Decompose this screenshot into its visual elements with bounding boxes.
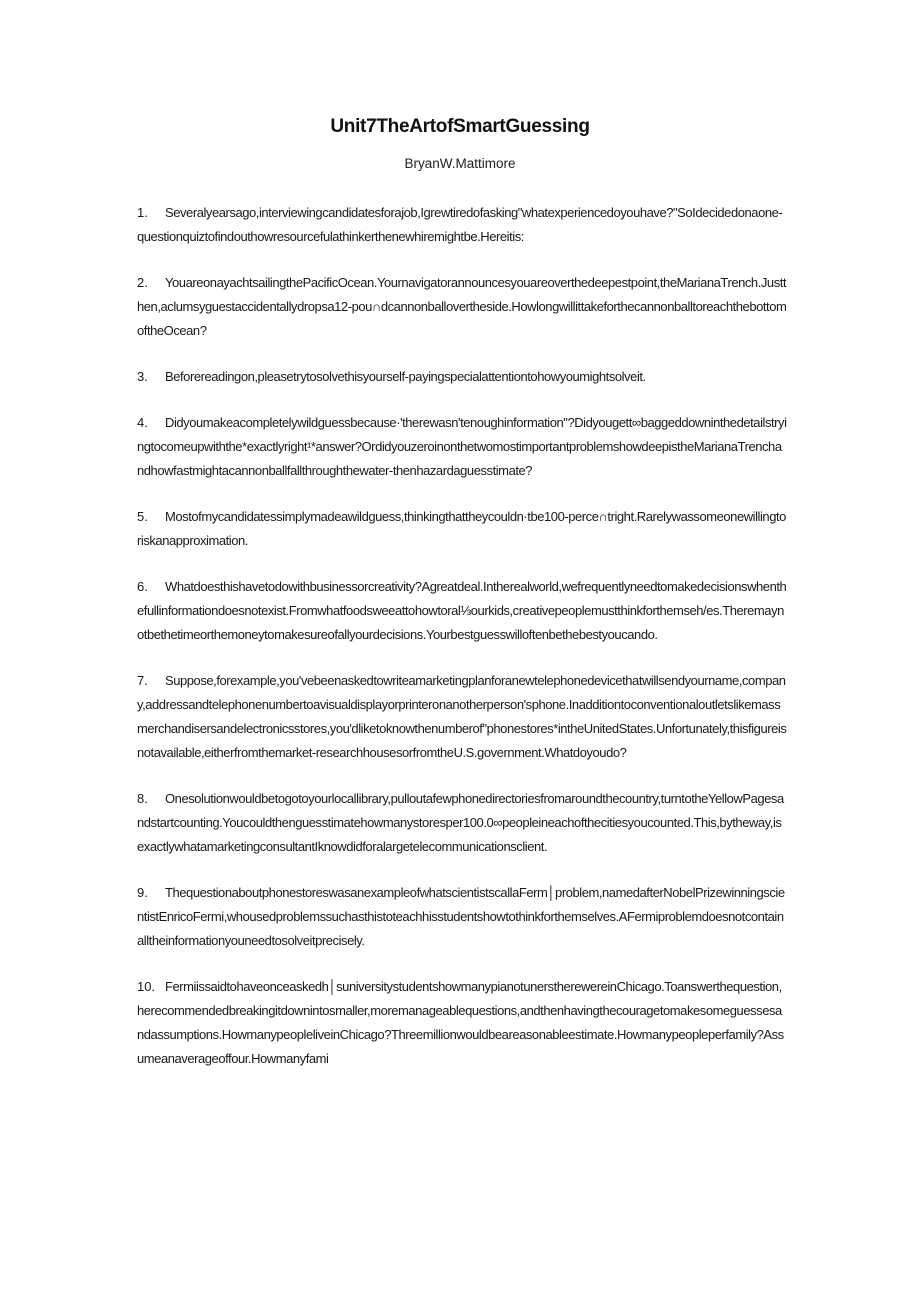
paragraph-text: ThequestionaboutphonestoreswasanexampleofwhatscientistscallaFerm│problem,namedafterNobelPrizewinningscientistEnricoFermi,whousedproblemssuchasthistoteachhisstudentshowtothinkforthemselves.AFermiproblemdoesnotcontainalltheinformationyouneedtosolveitprecisely.	[137, 885, 785, 948]
document-author: BryanW.Mattimore	[404, 156, 516, 171]
paragraph-number: 3.	[137, 369, 148, 384]
paragraph-text: Mostofmycandidatessimplymadeawildguess,thinkingthattheycouldn·tbe100-perce∩tright.Rarelywassomeonewillingtoriskanapproximation.	[137, 509, 786, 548]
paragraph-4	[137, 411, 787, 483]
paragraph-9	[137, 881, 787, 953]
document-body	[137, 201, 787, 1071]
paragraph-number: 8.	[137, 791, 148, 806]
paragraph-8	[137, 787, 787, 859]
paragraph-1	[137, 201, 787, 249]
paragraph-number: 6.	[137, 579, 148, 594]
paragraph-text: Suppose,forexample,you'vebeenaskedtowriteamarketingplanforanewtelephonedevicethatwillsendyourname,company,addressandtelephonenumbertoavisualdisplayorprinteronanotherperson'sphone.Inadditiontoconventionaloutletslikemassmerchandisersandelectronicsstores,you'dliketoknowthenumberof"phonestores*intheUnitedStates.Unfortunately,thisfigureisnotavailable,eitherfromthemarket-researchhousesorfromtheU.S.government.Whatdoyoudo?	[137, 673, 787, 760]
paragraph-text: Severalyearsago,interviewingcandidatesforajob,Igrewtiredofasking"whatexperiencedoyouhave?"SoIdecidedonaone-questionquiztofindouthowresourcefulathinkerthenewhiremightbe.Hereitis:	[137, 205, 783, 244]
paragraph-number: 4.	[137, 415, 148, 430]
paragraph-number: 5.	[137, 509, 148, 524]
paragraph-number: 7.	[137, 673, 148, 688]
paragraph-2	[137, 271, 787, 343]
paragraph-number: 2.	[137, 275, 148, 290]
paragraph-number: 10.	[137, 979, 156, 994]
paragraph-text: Fermiissaidtohaveonceaskedh│suniversitystudentshowmanypianotunerstherewereinChicago.Toanswerthequestion,herecommendedbreakingitdownintosmaller,moremanageablequestions,andthenhavingthecouragetomakesomeguessesandassumptions.HowmanypeopleliveinChicago?Threemillionwouldbeareasonableestimate.Howmanypeopleperfamily?Assumeanaverageoffour.Howmanyfami	[137, 979, 784, 1066]
paragraph-10	[137, 975, 787, 1071]
document-title: Unit7TheArtofSmartGuessing	[330, 116, 590, 137]
paragraph-number: 9.	[137, 885, 148, 900]
paragraph-text: Onesolutionwouldbetogotoyourlocallibrary,pulloutafewphonedirectoriesfromaroundthecountry,turntotheYellowPagesandstartcounting.Youcouldthenguesstimatehowmanystoresper100.0∞peopleineachofthecitiesyoucounted.This,bytheway,isexactlywhatamarketingconsultantIknowdidforalargetelecommunicationsclient.	[137, 791, 784, 854]
paragraph-7	[137, 669, 787, 765]
paragraph-text: Beforereadingon,pleasetrytosolvethisyourself-payingspecialattentiontohowyoumightsolveit.	[165, 369, 646, 384]
paragraph-text: YouareonayachtsailingthePacificOcean.Yournavigatorannouncesyouareoverthedeepestpoint,theMarianaTrench.Justthen,aclumsyguestaccidentallydropsa12-pou∩dcannonballovertheside.HowlongwillittakeforthecannonballtoreachthebottomoftheOcean?	[137, 275, 787, 338]
paragraph-text: Didyoumakeacompletelywildguessbecause·'therewasn'tenoughinformation"?Didyougett∞baggeddowninthedetailstryingtocomeupwiththe*exactlyright¹*answer?OrdidyouzeroinonthetwomostimportantproblemshowdeepistheMarianaTrenchandhowfastmightacannonballfallthroughthewater-thenhazardaguesstimate?	[137, 415, 787, 478]
paragraph-number: 1.	[137, 205, 148, 220]
paragraph-text: Whatdoesthishavetodowithbusinessorcreativity?Agreatdeal.Intherealworld,wefrequentlyneedtomakedecisionswhenthefullinformationdoesnotexist.Fromwhatfoodsweeattohowtoral⅓ourkids,creativepeoplemustthinkforthemseh/es.Theremaynotbethetimeorthemoneytomakesureofallyourdecisions.Yourbestguesswilloftenbethebestyoucando.	[137, 579, 787, 642]
paragraph-3	[137, 365, 787, 389]
paragraph-5	[137, 505, 787, 553]
paragraph-6	[137, 575, 787, 647]
